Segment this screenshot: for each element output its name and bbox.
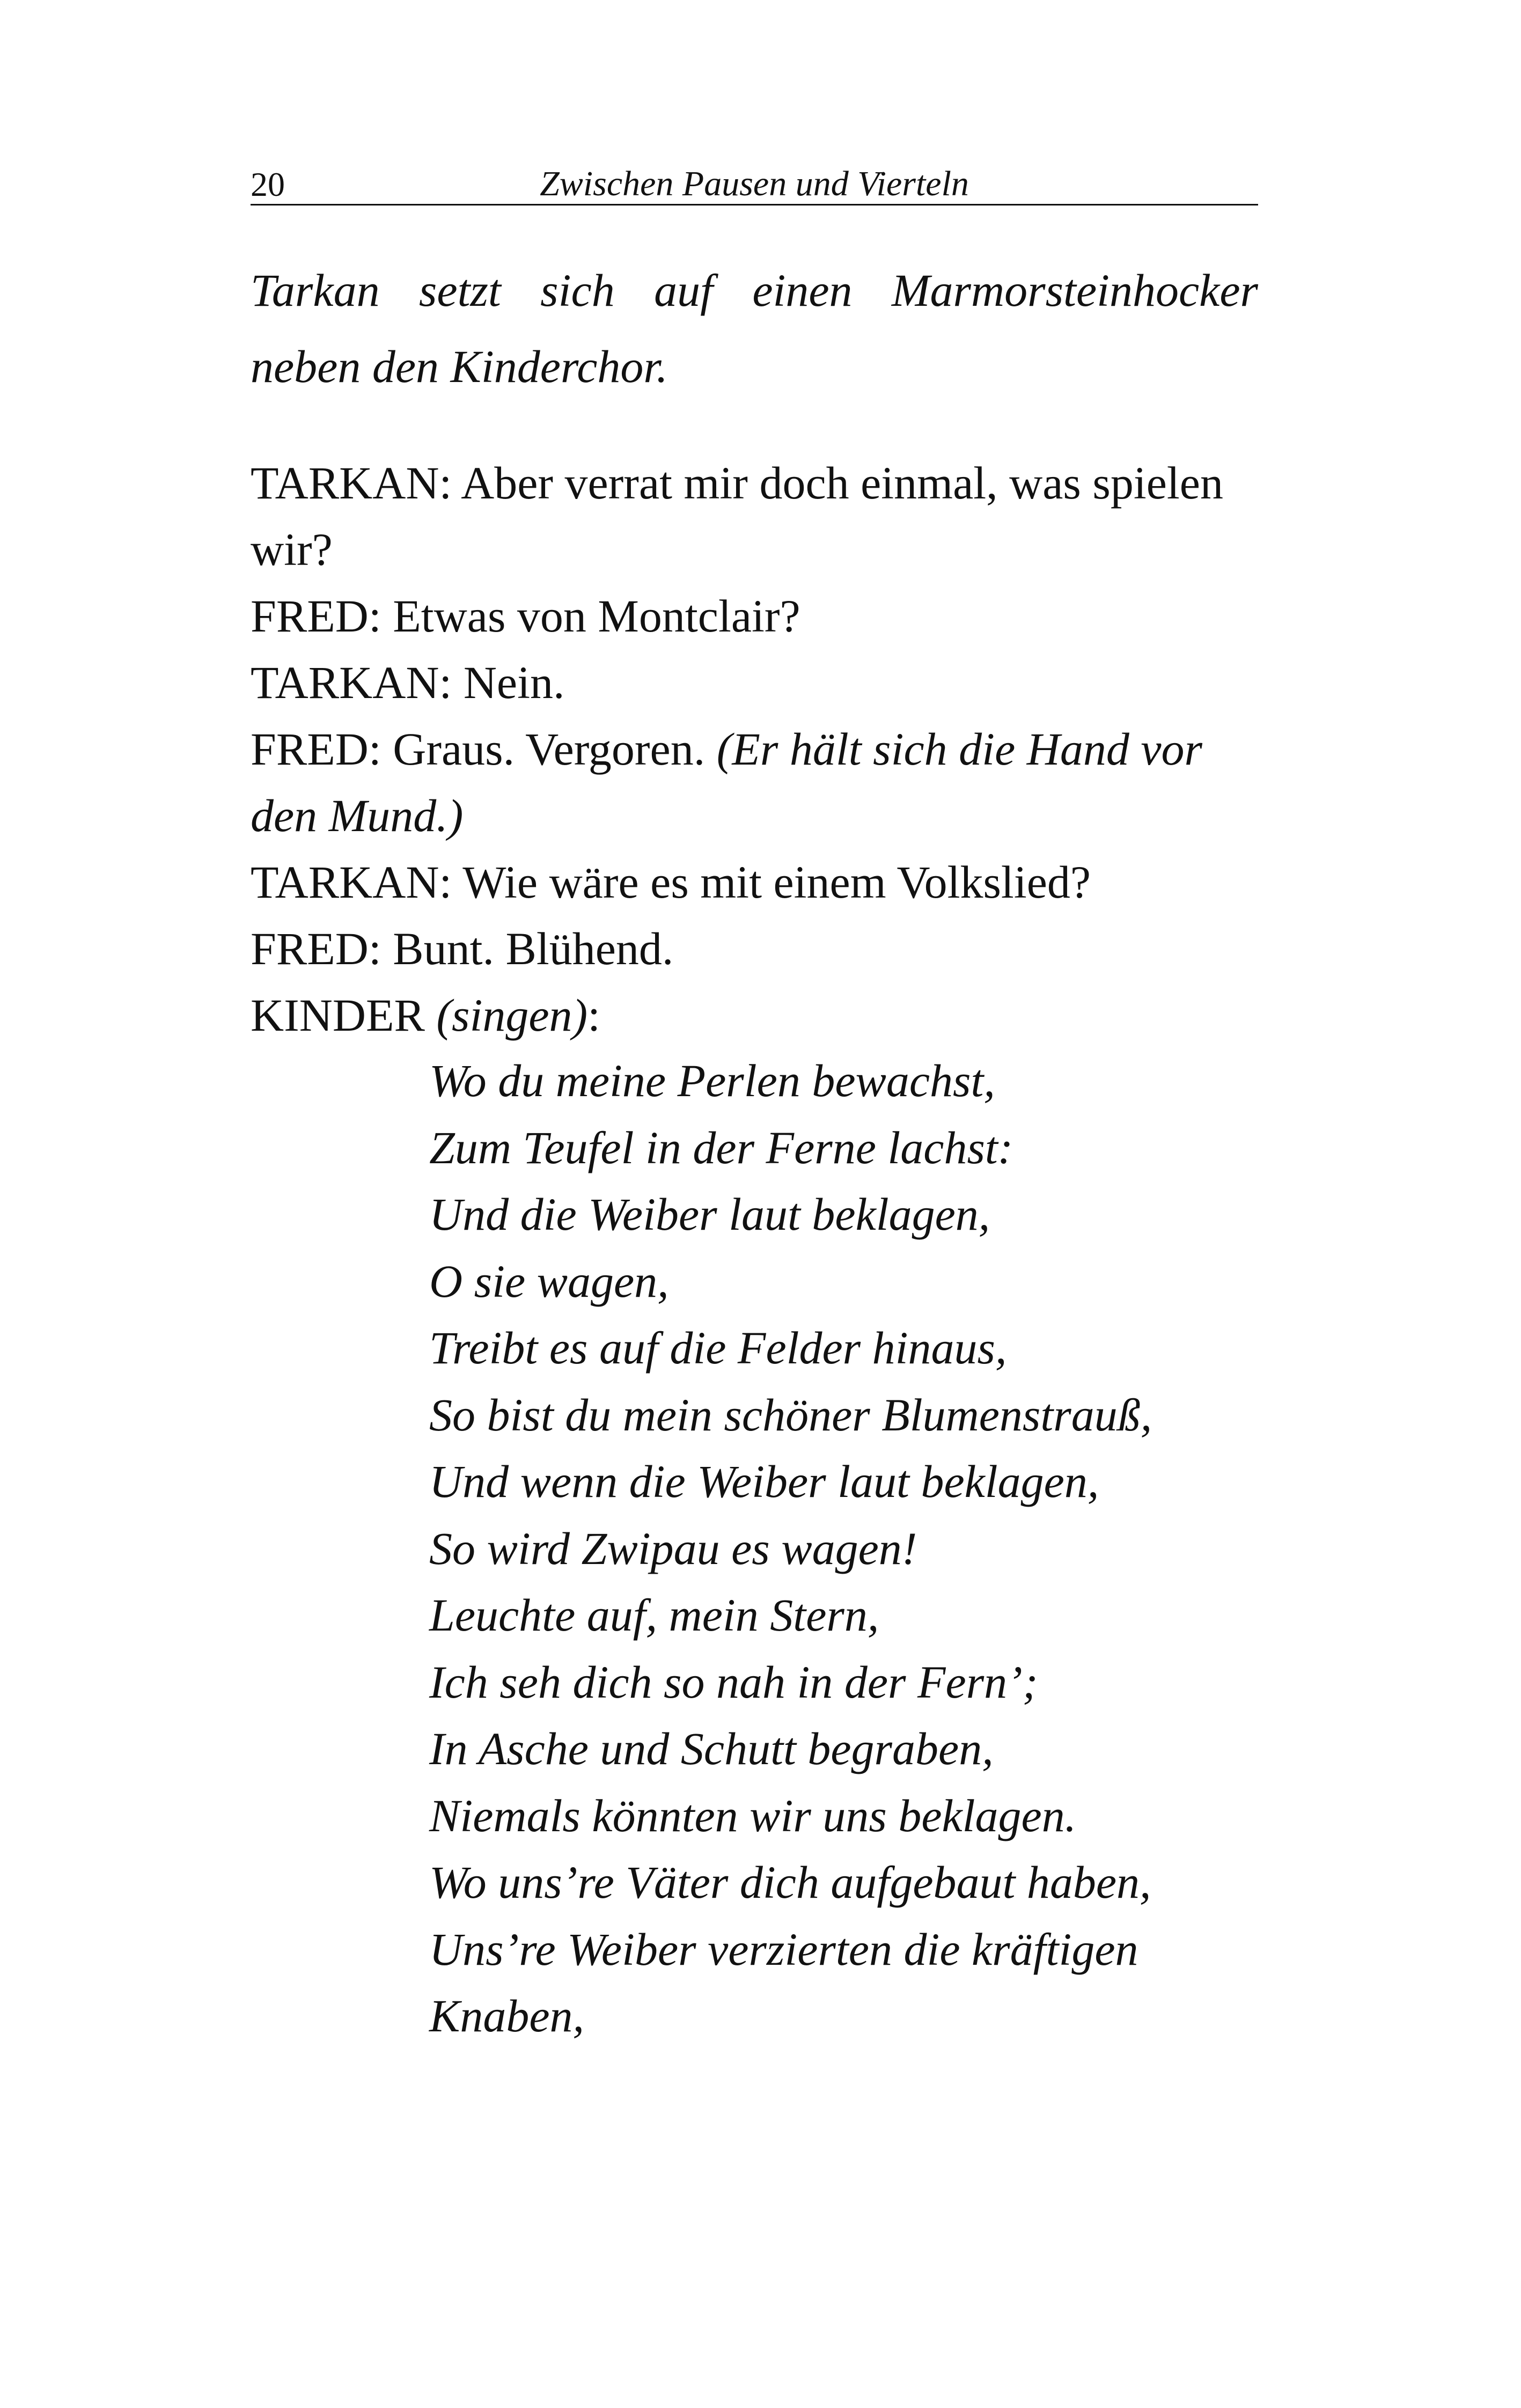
- verse-line: Leuchte auf, mein Stern,: [429, 1589, 879, 1641]
- dialogue-line: [251, 716, 1258, 782]
- verse-line: In Asche und Schutt begraben,: [429, 1723, 994, 1774]
- stage-direction: [251, 252, 1258, 405]
- speaker-name: TARKAN:: [251, 657, 452, 708]
- verse-line: So wird Zwipau es wagen!: [429, 1522, 917, 1574]
- dialogue-line: [251, 915, 1258, 982]
- stage-aside: den Mund.): [251, 790, 464, 841]
- dialogue-text: Wie wäre es mit einem Volkslied?: [452, 856, 1091, 908]
- verse-line: Knaben,: [429, 1990, 585, 2042]
- verse-line: So bist du mein schöner Blumenstrauß,: [429, 1389, 1152, 1441]
- dialogue-line: [251, 849, 1258, 915]
- stage-aside: (Er hält sich die Hand vor: [716, 723, 1202, 775]
- speaker-name: FRED:: [251, 723, 381, 775]
- verse-line: Treibt es auf die Felder hinaus,: [429, 1322, 1007, 1374]
- verse-line: Ich seh dich so nah in der Fern’;: [429, 1656, 1038, 1708]
- running-header: [251, 159, 1258, 205]
- verse-line: Und wenn die Weiber laut beklagen,: [429, 1456, 1099, 1507]
- dialogue-line: [251, 450, 1258, 516]
- page-number: 20: [251, 165, 285, 203]
- verse-line: O sie wagen,: [429, 1255, 669, 1307]
- stage-direction-line: Tarkan setzt sich auf einen Marmorsteinhocker: [251, 265, 1258, 316]
- dialogue-text: Nein.: [452, 657, 565, 708]
- verse-line: Wo uns’re Väter dich aufgebaut haben,: [429, 1856, 1151, 1908]
- dialogue-text: Etwas von Montclair?: [381, 590, 800, 642]
- speaker-name: KINDER: [251, 989, 425, 1041]
- verse-line: Niemals könnten wir uns beklagen.: [429, 1789, 1077, 1841]
- verse-line: Und die Weiber laut beklagen,: [429, 1188, 990, 1240]
- dialogue-text: Aber verrat mir doch einmal, was spielen: [452, 457, 1223, 509]
- song-verse: [429, 1047, 1266, 2050]
- dialogue-line: [251, 649, 1258, 716]
- dialogue-text: wir?: [251, 524, 333, 575]
- speaker-name: FRED:: [251, 590, 381, 642]
- stage-direction-line: neben den Kinderchor.: [251, 341, 668, 392]
- dialogue-text: :: [587, 989, 601, 1041]
- verse-line: Zum Teufel in der Ferne lachst:: [429, 1121, 1013, 1173]
- dialogue-line: [251, 982, 1258, 1048]
- dialogue: [251, 450, 1258, 1048]
- dialogue-text: Bunt. Blühend.: [381, 923, 674, 974]
- dialogue-text: Graus. Vergoren.: [381, 723, 717, 775]
- speaker-name: TARKAN:: [251, 856, 452, 908]
- running-title: Zwischen Pausen und Vierteln: [540, 164, 969, 203]
- dialogue-line: [251, 516, 1258, 583]
- dialogue-line: [251, 782, 1258, 849]
- verse-line: Wo du meine Perlen bewachst,: [429, 1055, 995, 1106]
- speaker-name: TARKAN:: [251, 457, 452, 509]
- dialogue-line: [251, 583, 1258, 649]
- verse-line: Uns’re Weiber verzierten die kräftigen: [429, 1923, 1138, 1975]
- stage-aside: (singen): [424, 989, 588, 1041]
- speaker-name: FRED:: [251, 923, 381, 974]
